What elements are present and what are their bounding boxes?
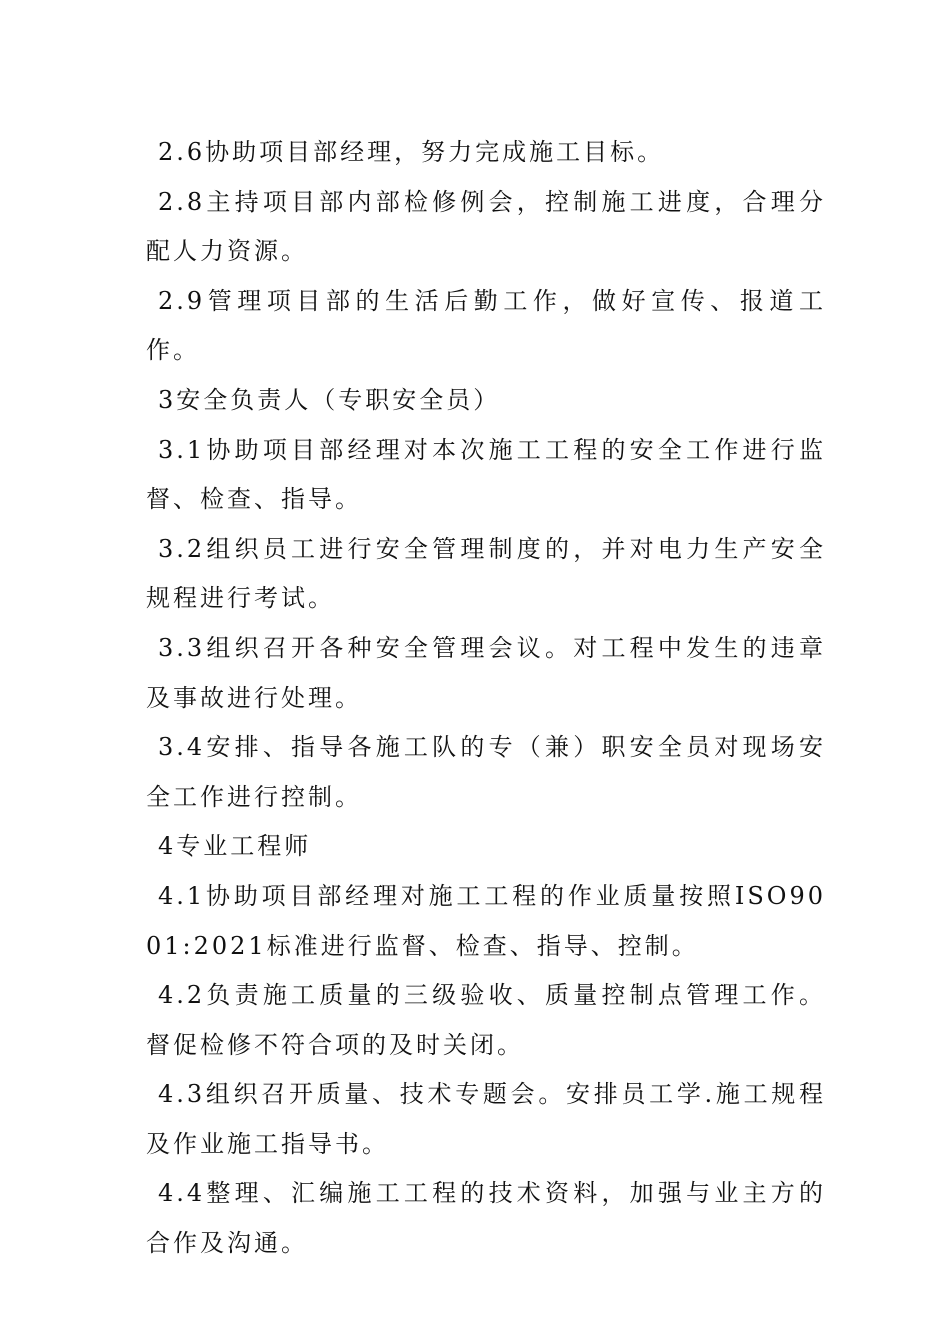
- paragraph-3-3: 3.3组织召开各种安全管理会议。对工程中发生的违章及事故进行处理。: [146, 633, 826, 712]
- paragraph-2-6: 2.6协助项目部经理，努力完成施工目标。: [158, 138, 665, 166]
- paragraph-2-8: 2.8主持项目部内部检修例会，控制施工进度，合理分配人力资源。: [146, 187, 826, 266]
- paragraph-3-4: 3.4安排、指导各施工队的专（兼）职安全员对现场安全工作进行控制。: [146, 733, 826, 811]
- paragraph-4-3: 4.3组织召开质量、技术专题会。安排员工学.施工规程及作业施工指导书。: [146, 1080, 826, 1158]
- document-body: [146, 128, 826, 1269]
- paragraph-2-9: 2.9管理项目部的生活后勤工作，做好宣传、报道工作。: [146, 286, 826, 365]
- paragraph-4-2: 4.2负责施工质量的三级验收、质量控制点管理工作。督促检修不符合项的及时关闭。: [146, 981, 826, 1059]
- paragraph-4-1: 4.1协助项目部经理对施工工程的作业质量按照ISO9001:2021标准进行监督、检查、指导、控制。: [146, 881, 826, 960]
- paragraph-4-4: 4.4整理、汇编施工工程的技术资料，加强与业主方的合作及沟通。: [146, 1179, 826, 1258]
- heading-professional-engineer: 4专业工程师: [158, 832, 312, 861]
- heading-safety-officer: 3安全负责人（专职安全员）: [158, 385, 501, 414]
- paragraph-3-2: 3.2组织员工进行安全管理制度的，并对电力生产安全规程进行考试。: [146, 534, 826, 613]
- paragraph-3-1: 3.1协助项目部经理对本次施工工程的安全工作进行监督、检查、指导。: [146, 435, 826, 514]
